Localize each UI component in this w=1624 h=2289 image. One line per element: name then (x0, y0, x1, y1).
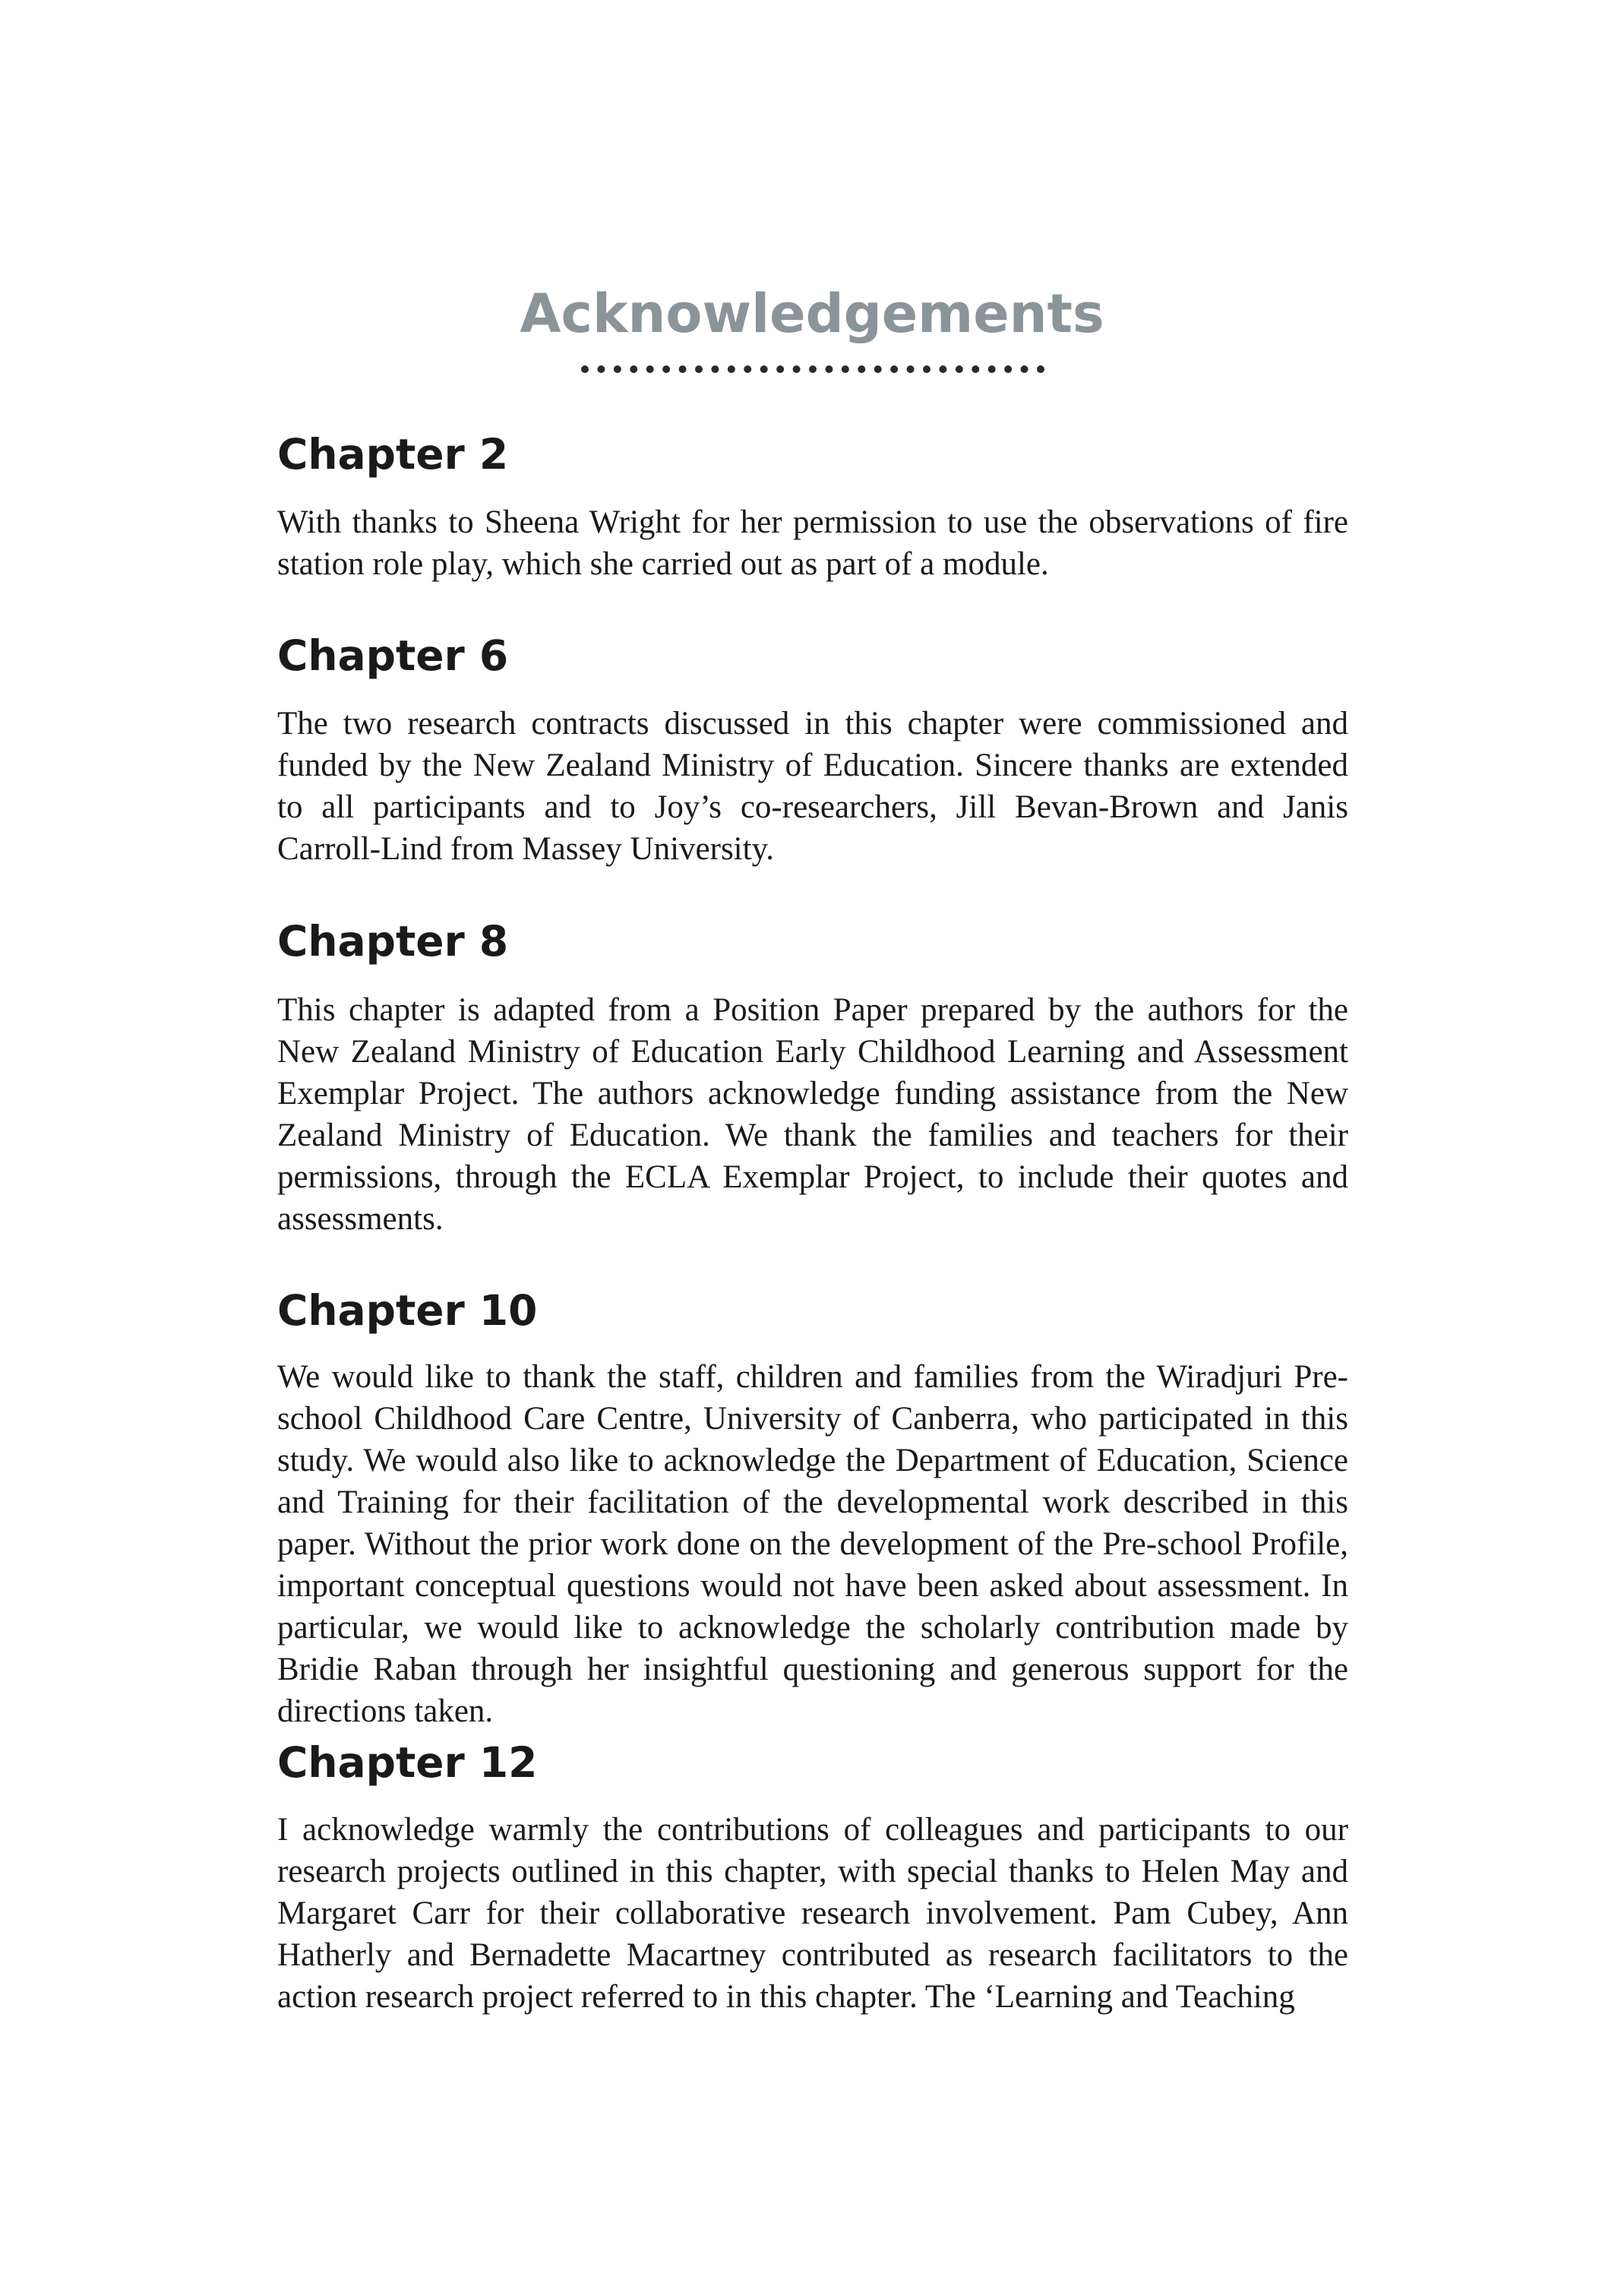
rule-dot (597, 365, 605, 373)
rule-dot (630, 365, 637, 373)
rule-dot (988, 365, 996, 373)
section-heading-chapter-8: Chapter 8 (277, 917, 509, 966)
rule-dot (874, 365, 882, 373)
rule-dot (581, 365, 589, 373)
rule-dot (662, 365, 670, 373)
rule-dot (842, 365, 849, 373)
rule-dot (972, 365, 979, 373)
rule-dot (760, 365, 768, 373)
section-heading-chapter-2: Chapter 2 (277, 430, 509, 479)
rule-dot (858, 365, 865, 373)
section-text-chapter-10: We would like to thank the staff, children and families from the Wiradjuri Pre-school Childhood Care Centre, University of Canberra, who participated in this study. We would also like to acknowledge the Department of Education, Science and Training for their facilitation of the developmental work described in this paper. Without the prior work done on the development of the Pre-school Profile, important conceptual questions would not have been asked about assessment. In particular, we would like to acknowledge the scholarly contribution made by Bridie Raban through her insightful questioning and generous support for the directions taken. (277, 1359, 1348, 1729)
rule-dot (956, 365, 963, 373)
rule-dot (923, 365, 930, 373)
rule-dot (1004, 365, 1012, 373)
section-heading-chapter-6: Chapter 6 (277, 631, 509, 680)
rule-dot (776, 365, 784, 373)
rule-dot (1021, 365, 1028, 373)
title-dotted-rule (581, 363, 1044, 375)
section-heading-chapter-10: Chapter 10 (277, 1286, 538, 1335)
rule-dot (825, 365, 833, 373)
section-heading-chapter-12: Chapter 12 (277, 1738, 538, 1787)
rule-dot (728, 365, 735, 373)
section-text-chapter-6: The two research contracts discussed in this chapter were commissioned and funded by the New Zealand Ministry of Education. Sincere thanks are extended to all participants and to Joy’s co-researchers, Jill Bevan-Brown and Janis Carroll-Lind from Massey University. (277, 706, 1348, 867)
rule-dot (1037, 365, 1044, 373)
rule-dot (793, 365, 801, 373)
page-title: Acknowledgements (520, 283, 1104, 345)
rule-dot (695, 365, 703, 373)
rule-dot (907, 365, 915, 373)
rule-dot (711, 365, 719, 373)
rule-dot (744, 365, 751, 373)
section-text-chapter-2: With thanks to Sheena Wright for her permission to use the observations of fire station role play, which she carried out as part of a module. (277, 504, 1348, 582)
rule-dot (646, 365, 654, 373)
section-text-chapter-8: This chapter is adapted from a Position Paper prepared by the authors for the New Zealand Ministry of Education Early Childhood Learning and Assessment Exemplar Project. The authors acknowledge funding assistance from the New Zealand Ministry of Education. We thank the families and teachers for their permissions, through the ECLA Exemplar Project, to include their quotes and assessments. (277, 992, 1348, 1237)
rule-dot (679, 365, 687, 373)
rule-dot (890, 365, 898, 373)
rule-dot (939, 365, 946, 373)
rule-dot (614, 365, 621, 373)
section-text-chapter-12: I acknowledge warmly the contributions of colleagues and participants to our research projects outlined in this chapter, with special thanks to Helen May and Margaret Carr for their collaborative research involvement. Pam Cubey, Ann Hatherly and Bernadette Macartney contributed as research facilitators to the action research project referred to in this chapter. The ‘Learning and Teaching (277, 1812, 1348, 2015)
rule-dot (809, 365, 817, 373)
